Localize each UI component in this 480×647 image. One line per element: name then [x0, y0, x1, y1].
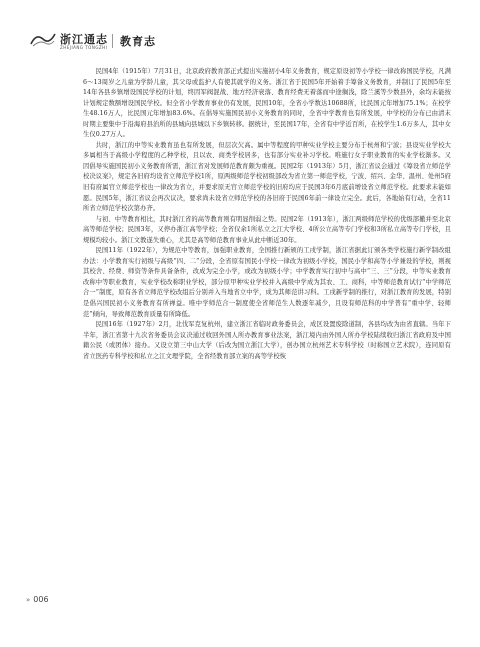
page-header — [30, 29, 450, 55]
page-number: 006 — [33, 595, 49, 604]
paragraph: 与初、中等教育相比，其时浙江省的高等教育则有明显削弱之势。民国2年（1913年），浙江两级师范学校的优级部撤并至北京高等师范学校；民国3年，又停办浙江高等学校；全省仅余1所私立之江大学校、4所公立高等专门学校和3所私立高等专门学校，且规模均较小。浙江文教遂失重心，尤其是高等师范教育事业从此中断近30年。 — [83, 215, 451, 244]
paragraph: 民国4年（1915年）7月31日，北京政府教育部正式提出实施初小4年义务教育，规定原设初等小学校一律改称国民学校，凡满6～13周岁之儿童为学龄儿童，其父母或监护人有使其就学的义务。浙江省于民国5年开始着手筹备义务教育，并制订了民国5年至14年各县乡镇增设国民学校的计划，终因军阀混战、地方经济衰落、教育经费无着落而中途搁浅，除兰溪等少数县外，余均未能按计划规定数额增设国民学校。但全省小学教育事业仍有发展，民国10年，全省小学数达10688所，比民国元年增加75.1%；在校学生48.16万人，比民国元年增加83.6%。在倡导实施国民初小义务教育的同时，全省中学教育也有所发展，中学校的分布已由清末时期主要集中于沿海府县治所的县城向县城以下乡镇转移。据统计，至民国17年，全省有中学近百所，在校学生1.6万多人，其中女生仅0.27万人。 — [83, 68, 451, 139]
paragraph: 民国16年（1927年）2月，北伐军克复杭州，建立浙江省临时政务委员会，成区设置废除道制，各县均改为由省直辖。当年下半年，浙江省第十九次省务委员会议决通过收回外国人所办教育事业法案，浙江境内由外国人所办学校陆续收归浙江省政府及中国籍公民（或团体）接办。又设立第三中山大学（后改为国立浙江大学），创办国立杭州艺术专科学校（时称国立艺术院），连同原有省立医药专科学校和私立之江文理学院，全省经教育部立案的高等学校恢 — [83, 321, 451, 360]
paragraph: 共时，浙江的中等实业教育虽也有所发展，但层次欠高。属中等程度的甲种实业学校主要分布于杭州和宁波；县设实业学校大多属相当于高级小学程度的乙种学校，且以农、商类学校居多，也有部分实业补习学校。唯施行女子职业教育的实业学校渐多。又因倡导实施国民初小义务教育所需，浙江省对发展师范教育颇为重视。民国2年（1913年）5月，浙江省议会通过《筹设省立师范学校决议案》，规定各旧府均设省立师范学校1所，原两级师范学校初级部改为省立第一师范学校，宁波、绍兴、金华、温州、处州5府旧有府属官立师范学校也一律改为省立，并要求原无官立师范学校的旧府均应于民国3年6月底前增设省立师范学校。此要求未能如愿。民国5年，浙江省议会再次议决，要求尚未设省立师范学校的各旧府于民国6年前一律设立完全。此后，各地始有行动，全省11所省立师范学校次第办齐。 — [83, 141, 451, 213]
header-divider — [112, 34, 113, 48]
publication-subtitle: ZHEJIANG TONGZHI — [60, 45, 108, 50]
section-title: 教育志 — [120, 35, 156, 48]
logo-icon — [30, 31, 56, 47]
publication-title: 浙江通志 — [60, 33, 108, 46]
page-footer — [26, 595, 49, 604]
double-chevron-icon: » — [26, 596, 31, 604]
paragraph: 民国11年（1922年），为规范中等教育，加强职业教育，全国推行新颁的工戌学制，浙江省据此订颁各类学校施行新学制改组办法：小学教育实行初级与高级“四、二”分段，全省原有国民小学校一律改为初级小学校，国民小学和高等小学兼设的学校，则视其校舍、经费、师资等条件具备条件，改成为完全小学，或改为初级小学；中学教育实行初中与高中“三、三”分段，中等实业教育改称中等职业教育，实业学校改称职业学校，部分原甲种实业学校并入高级中学成为其农、工、商科，中等师范教育试行“中学师范合一”制度，原有各省立师范学校改组后分别并入当地省立中学，成为其师范讲习科。工戌新学制的推行，对浙江教育的发展，特别是倡兴国民初小义务教育有所禅益。唯中学师范合一制度使全省师范生人数逐年减少，且设有师范科的中学普有“重中学、轻师范”倾向，导致师范教育质量有所降低。 — [83, 247, 451, 318]
body-text — [83, 67, 451, 362]
